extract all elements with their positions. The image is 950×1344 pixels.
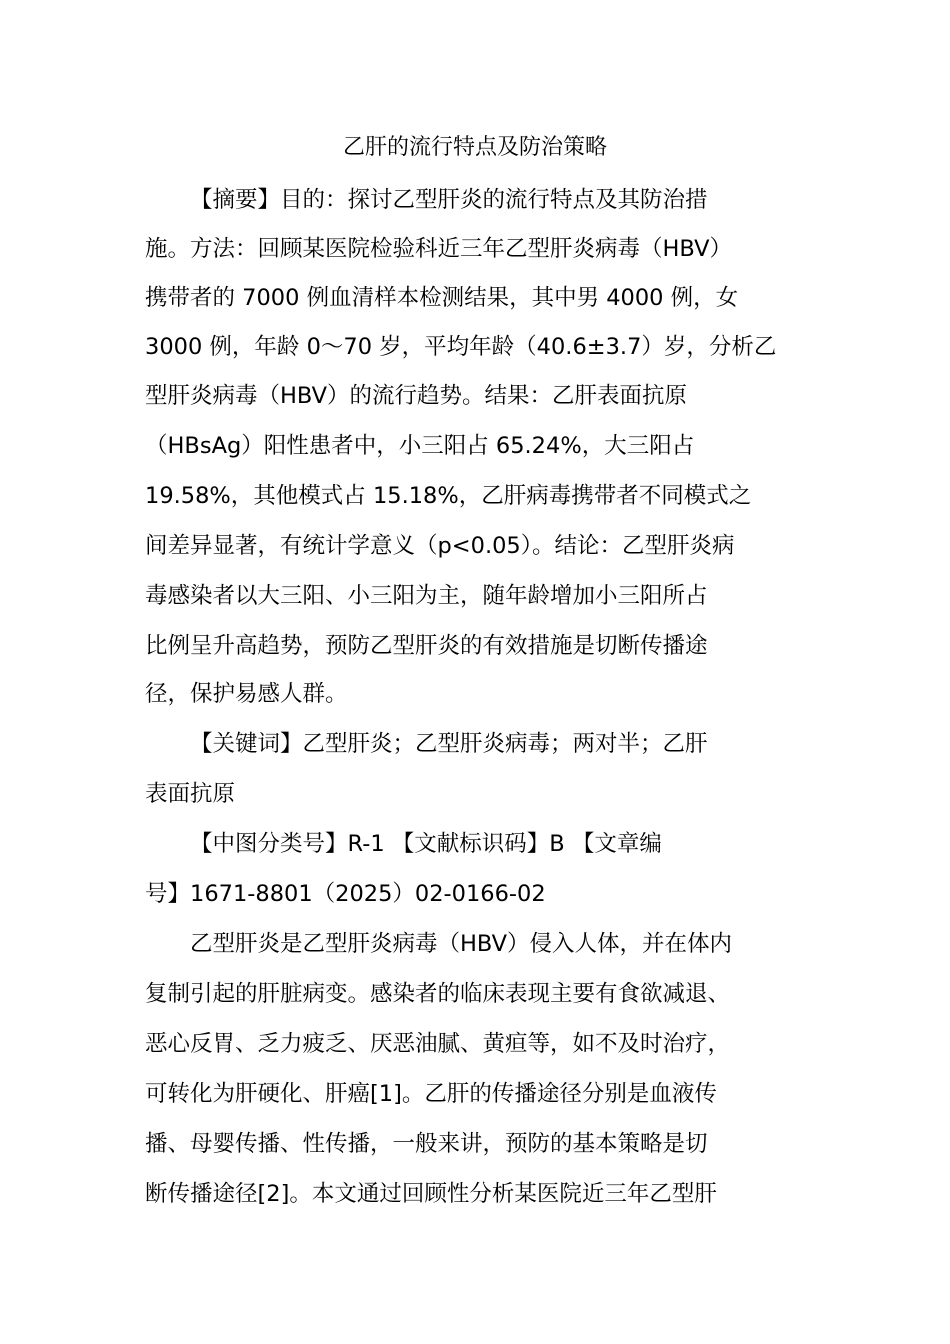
keywords-line: 表面抗原 [145, 781, 236, 807]
keywords-line: 【关键词】乙型肝炎；乙型肝炎病毒；两对半；乙肝 [190, 731, 708, 757]
abstract-line: 径，保护易感人群。 [145, 681, 348, 707]
body-line: 复制引起的肝脏病变。感染者的临床表现主要有食欲减退、 [145, 981, 731, 1007]
abstract-line: 毒感染者以大三阳、小三阳为主，随年龄增加小三阳所占 [145, 583, 708, 609]
body-line: 乙型肝炎是乙型肝炎病毒（HBV）侵入人体，并在体内 [190, 931, 733, 957]
abstract-line: （HBsAg）阳性患者中，小三阳占 65.24%，大三阳占 [145, 433, 695, 459]
abstract-line: 施。方法：回顾某医院检验科近三年乙型肝炎病毒（HBV） [145, 236, 733, 262]
body-line: 断传播途径[2]。本文通过回顾性分析某医院近三年乙型肝 [145, 1181, 717, 1207]
abstract-line: 3000 例，年龄 0～70 岁，平均年龄（40.6±3.7）岁，分析乙 [145, 334, 777, 360]
document-title: 乙肝的流行特点及防治策略 [342, 135, 607, 160]
abstract-line: 携带者的 7000 例血清样本检测结果，其中男 4000 例，女 [145, 285, 739, 311]
body-line: 播、母婴传播、性传播，一般来讲，预防的基本策略是切 [145, 1131, 708, 1157]
classification-line: 号】1671-8801（2025）02-0166-02 [145, 881, 546, 907]
classification-line: 【中图分类号】R-1 【文献标识码】B 【文章编 [190, 831, 662, 857]
body-line: 恶心反胃、乏力疲乏、厌恶油腻、黄疸等，如不及时治疗， [145, 1031, 731, 1057]
abstract-line: 比例呈升高趋势，预防乙型肝炎的有效措施是切断传播途 [145, 633, 708, 659]
abstract-line: 间差异显著，有统计学意义（p<0.05）。结论：乙型肝炎病 [145, 533, 735, 559]
abstract-line: 19.58%，其他模式占 15.18%，乙肝病毒携带者不同模式之 [145, 483, 752, 509]
body-line: 可转化为肝硬化、肝癌[1]。乙肝的传播途径分别是血液传 [145, 1081, 717, 1107]
abstract-line: 型肝炎病毒（HBV）的流行趋势。结果：乙肝表面抗原 [145, 383, 688, 409]
abstract-line: 【摘要】目的：探讨乙型肝炎的流行特点及其防治措 [190, 187, 708, 213]
